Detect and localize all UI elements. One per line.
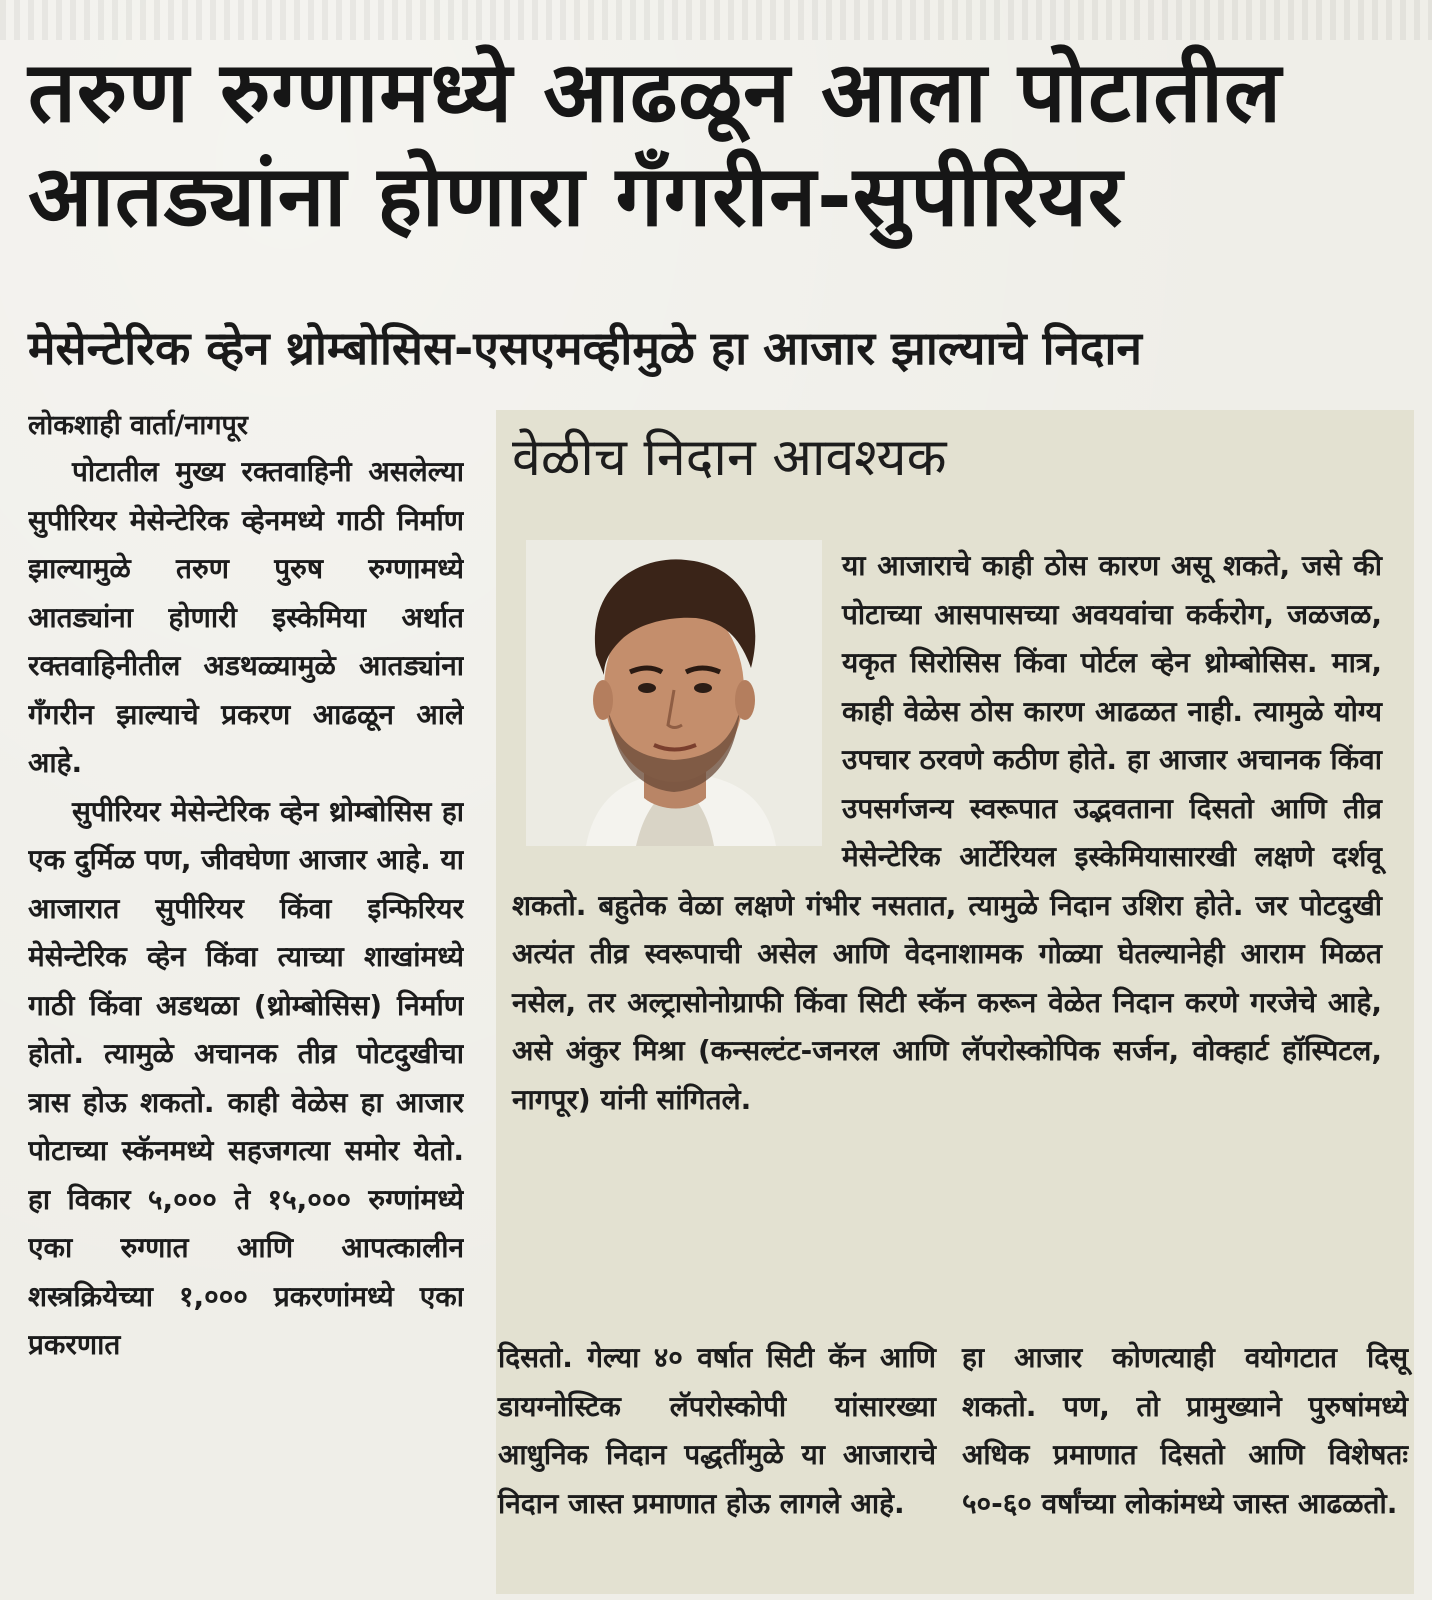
photo-wrap-space [512,542,842,872]
box-body-text: या आजाराचे काही ठोस कारण असू शकते, जसे की पोटाच्या आसपासच्या अवयवांचा कर्करोग, जळजळ, यकृत सिरोसिस किंवा पोर्टल व्हेन थ्रोम्बोसिस. मात्र, काही वेळेस ठोस कारण आढळत नाही. त्यामुळे योग्य उपचार ठरवणे कठीण होते. हा आजार अचानक किंवा उपसर्गजन्य स्वरूपात उद्भवताना दिसतो आणि तीव्र मेसेन्टेरिक आर्टेरियल इस्केमियासारखी लक्षणे दर्शवू शकतो. बहुतेक वेळा लक्षणे गंभीर नसतात, त्यामुळे निदान उशिरा होते. जर पोटदुखी अत्यंत तीव्र स्वरूपाची असेल आणि वेदनाशामक गोळ्या घेतल्यानेही आराम मिळत नसेल, तर अल्ट्रासोनोग्राफी किंवा सिटी स्कॅन करून वेळेत निदान करणे गरजेचे आहे, असे अंकुर मिश्रा (कन्सल्टंट-जनरल आणि लॅपरोस्कोपिक सर्जन, वोक्हार्ट हॉस्पिटल, नागपूर) यांनी सांगितले. [512,549,1382,1116]
subheadline: मेसेन्टेरिक व्हेन थ्रोम्बोसिस-एसएमव्हीमुळे हा आजार झाल्याचे निदान [28,321,1142,375]
bleed-through-texture [0,0,1432,40]
left-paragraph-1: पोटातील मुख्य रक्तवाहिनी असलेल्या सुपीरियर मेसेन्टेरिक व्हेनमध्ये गाठी निर्माण झाल्यामुळे तरुण पुरुष रुग्णामध्ये आतड्यांना होणारी इस्केमिया अर्थात रक्तवाहिनीतील अडथळ्यामुळे आतड्यांना गँगरीन झाल्याचे प्रकरण आढळून आले आहे. [28,455,464,779]
middle-column-text: दिसतो. गेल्या ४० वर्षात सिटी कॅन आणि डायग्नोस्टिक लॅपरोस्कोपी यांसारख्या आधुनिक निदान पद्धतींमुळे या आजाराचे निदान जास्त प्रमाणात होऊ लागले आहे. [498,1341,936,1520]
box-title: वेळीच निदान आवश्यक [512,428,947,488]
byline: लोकशाही वार्ता/नागपूर [28,410,248,441]
left-paragraph-2: सुपीरियर मेसेन्टेरिक व्हेन थ्रोम्बोसिस हा एक दुर्मिळ पण, जीवघेणा आजार आहे. या आजारात सुपीरियर किंवा इन्फिरियर मेसेन्टेरिक व्हेन किंवा त्याच्या शाखांमध्ये गाठी किंवा अडथळा (थ्रोम्बोसिस) निर्माण होतो. त्यामुळे अचानक तीव्र पोटदुखीचा त्रास होऊ शकतो. काही वेळेस हा आजार पोटाच्या स्कॅनमध्ये सहजगत्या समोर येतो. हा विकार ५,००० ते १५,००० रुग्णांमध्ये एका रुग्णात आणि आपत्कालीन शस्त्रक्रियेच्या १,००० प्रकरणांमध्ये एका प्रकरणात [28,794,464,1361]
left-column [28,408,464,1588]
headline-line-2: आतड्यांना होणारा गँगरीन-सुपीरियर [28,147,1124,245]
headline-line-1: तरुण रुग्णामध्ये आढळून आला पोटातील [28,43,1282,141]
box-body [512,542,1382,1124]
headline [28,40,1408,248]
right-column-text: हा आजार कोणत्याही वयोगटात दिसू शकतो. पण, तो प्रामुख्याने पुरुषांमध्ये अधिक प्रमाणात दिसतो आणि विशेषतः ५०-६० वर्षांच्या लोकांमध्ये जास्त आढळतो. [962,1341,1408,1520]
